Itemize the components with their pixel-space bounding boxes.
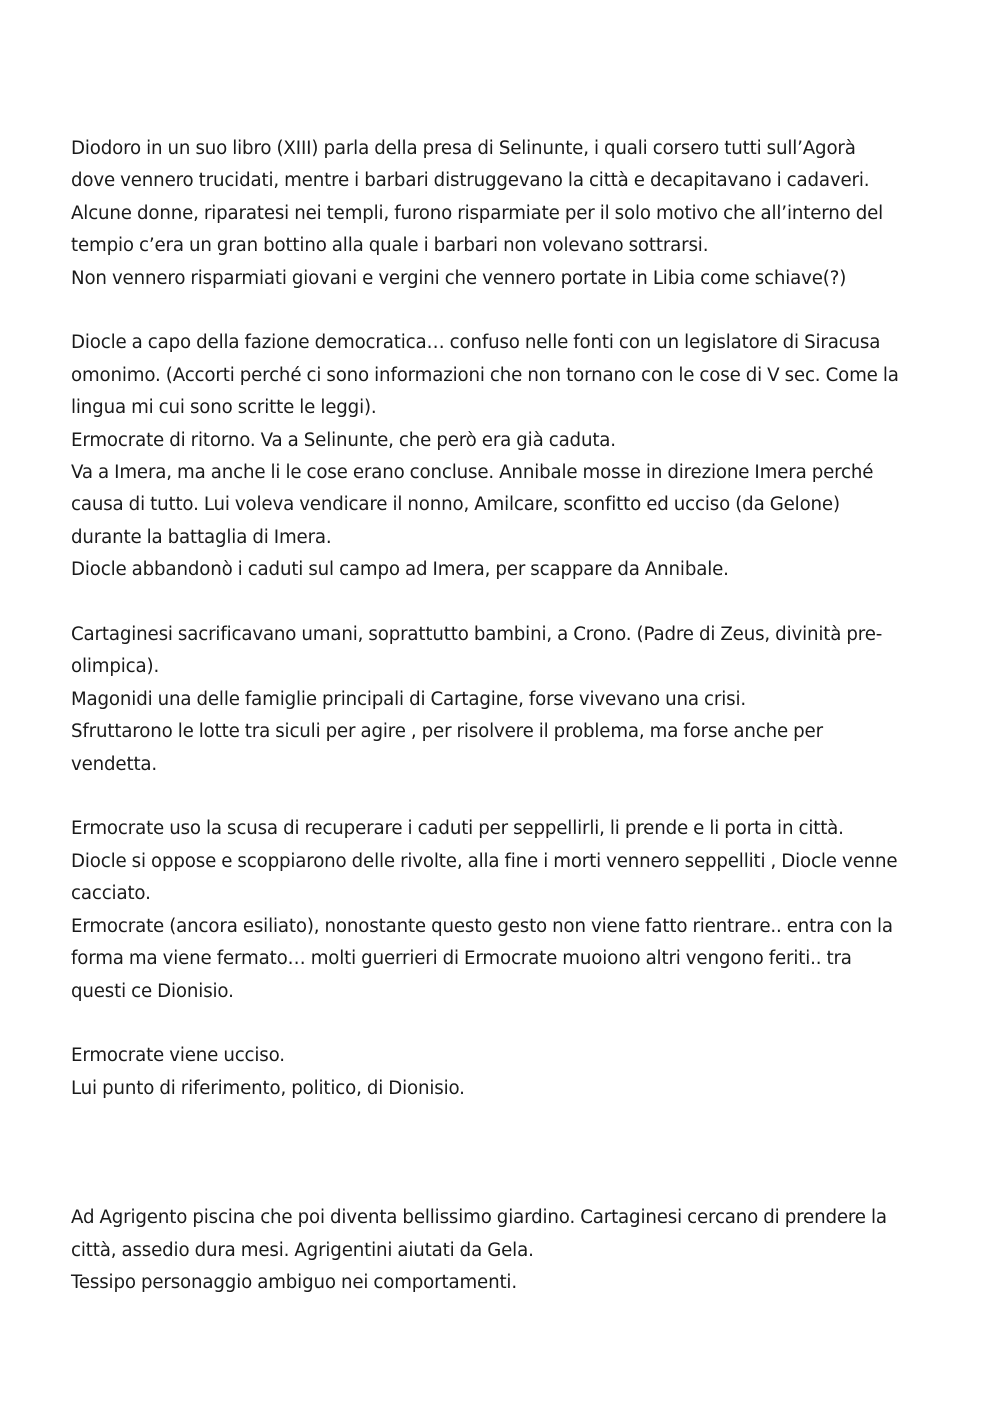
text-line: Magonidi una delle famiglie principali di Cartagine, forse vivevano una crisi. — [71, 688, 746, 710]
text-line: Diocle abbandonò i caduti sul campo ad Imera, per scappare da Annibale. — [71, 559, 729, 581]
text-line: Diocle a capo della fazione democratica… confuso nelle fonti con un legislatore di Siracusa — [71, 332, 881, 354]
text-line: Ermocrate di ritorno. Va a Selinunte, che però era già caduta. — [71, 429, 616, 451]
text-line: Ad Agrigento piscina che poi diventa bellissimo giardino. Cartaginesi cercano di prendere la — [71, 1207, 887, 1229]
text-line: lingua mi cui sono scritte le leggi). — [71, 397, 377, 419]
text-line: olimpica). — [71, 656, 160, 678]
paragraph-diocle — [71, 327, 941, 586]
text-line: Va a Imera, ma anche li le cose erano concluse. Annibale mosse in direzione Imera perché — [71, 462, 874, 484]
text-line: tempio c’era un gran bottino alla quale i barbari non volevano sottrarsi. — [71, 235, 709, 257]
text-line: Ermocrate uso la scusa di recuperare i caduti per seppellirli, li prende e li porta in città. — [71, 818, 844, 840]
text-line: questi ce Dionisio. — [71, 980, 234, 1002]
text-line: città, assedio dura mesi. Agrigentini aiutati da Gela. — [71, 1239, 534, 1261]
text-line: Ermocrate viene ucciso. — [71, 1045, 285, 1067]
text-line: Alcune donne, riparatesi nei templi, furono risparmiate per il solo motivo che all’interno del — [71, 202, 884, 224]
paragraph-ermocrate-ucciso — [71, 1040, 941, 1105]
paragraph-selinunte — [71, 133, 941, 295]
text-line: forma ma viene fermato… molti guerrieri di Ermocrate muoiono altri vengono feriti.. tra — [71, 948, 852, 970]
text-line: cacciato. — [71, 883, 151, 905]
text-line: durante la battaglia di Imera. — [71, 526, 332, 548]
text-line: Diocle si oppose e scoppiarono delle rivolte, alla fine i morti vennero seppelliti , Diocle venne — [71, 850, 898, 872]
text-line: causa di tutto. Lui voleva vendicare il nonno, Amilcare, sconfitto ed ucciso (da Gelone) — [71, 494, 840, 516]
paragraph-cartaginesi — [71, 619, 941, 781]
text-line: Tessipo personaggio ambiguo nei comportamenti. — [71, 1272, 517, 1294]
text-line: Cartaginesi sacrificavano umani, soprattutto bambini, a Crono. (Padre di Zeus, divinità pre- — [71, 624, 883, 646]
text-line: omonimo. (Accorti perché ci sono informazioni che non tornano con le cose di V sec. Come la — [71, 364, 899, 386]
text-line: Non vennero risparmiati giovani e vergini che vennero portate in Libia come schiave(?) — [71, 267, 847, 289]
text-line: Ermocrate (ancora esiliato), nonostante questo gesto non viene fatto rientrare.. entra con la — [71, 915, 893, 937]
paragraph-ermocrate — [71, 813, 941, 1007]
text-line: Lui punto di riferimento, politico, di Dionisio. — [71, 1077, 465, 1099]
text-line: vendetta. — [71, 753, 158, 775]
text-line: Diodoro in un suo libro (XIII) parla della presa di Selinunte, i quali corsero tutti sull’Agorà — [71, 138, 856, 159]
document-body — [71, 133, 941, 1332]
paragraph-agrigento — [71, 1202, 941, 1299]
text-line: dove vennero trucidati, mentre i barbari distruggevano la città e decapitavano i cadaveri. — [71, 170, 870, 192]
text-line: Sfruttarono le lotte tra siculi per agire , per risolvere il problema, ma forse anche per — [71, 721, 823, 743]
